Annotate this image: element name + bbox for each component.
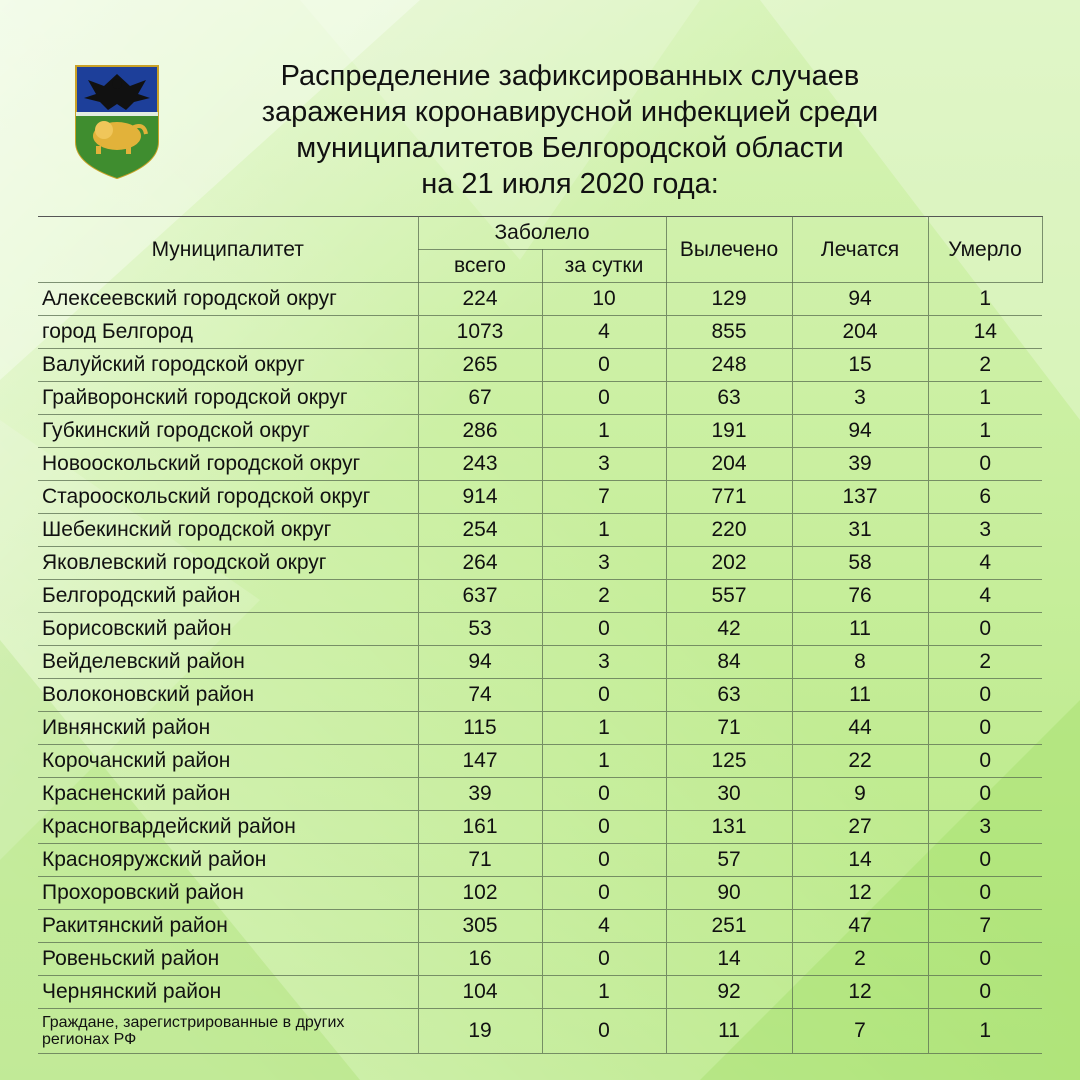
cell-recovered: 30 [666,778,792,811]
cell-died: 6 [928,481,1042,514]
cell-per-day: 0 [542,1009,666,1054]
cell-treated: 8 [792,646,928,679]
cell-recovered: 204 [666,448,792,481]
cell-total: 243 [418,448,542,481]
cell-treated: 14 [792,844,928,877]
cell-treated: 47 [792,910,928,943]
cell-per-day: 4 [542,910,666,943]
cell-treated: 7 [792,1009,928,1054]
cell-treated: 58 [792,547,928,580]
statistics-table [38,216,1042,1054]
municipality-name: Алексеевский городской округ [38,283,418,316]
cell-treated: 2 [792,943,928,976]
table-row [38,712,1042,745]
cell-total: 67 [418,382,542,415]
table-row [38,382,1042,415]
cell-per-day: 3 [542,646,666,679]
cell-treated: 204 [792,316,928,349]
cell-died: 0 [928,943,1042,976]
cell-treated: 137 [792,481,928,514]
cell-treated: 27 [792,811,928,844]
municipality-name: Валуйский городской округ [38,349,418,382]
cell-recovered: 131 [666,811,792,844]
cell-total: 224 [418,283,542,316]
cell-per-day: 1 [542,415,666,448]
municipality-name: Краснояружский район [38,844,418,877]
cell-died: 3 [928,514,1042,547]
cell-treated: 15 [792,349,928,382]
cell-died: 0 [928,778,1042,811]
cell-per-day: 0 [542,382,666,415]
table-row [38,877,1042,910]
coat-of-arms-icon [74,64,160,180]
table-row [38,844,1042,877]
municipality-name: город Белгород [38,316,418,349]
cell-recovered: 248 [666,349,792,382]
table-row [38,943,1042,976]
municipality-name: Ракитянский район [38,910,418,943]
cell-total: 53 [418,613,542,646]
municipality-name: Корочанский район [38,745,418,778]
municipality-name: Красногвардейский район [38,811,418,844]
table-row [38,976,1042,1009]
cell-recovered: 251 [666,910,792,943]
cell-recovered: 125 [666,745,792,778]
cell-recovered: 84 [666,646,792,679]
cell-died: 2 [928,349,1042,382]
municipality-name: Борисовский район [38,613,418,646]
cell-recovered: 129 [666,283,792,316]
cell-recovered: 11 [666,1009,792,1054]
header-infected: Заболело [418,217,666,250]
header-municipality: Муниципалитет [38,217,418,283]
page-title [220,58,920,202]
cell-per-day: 0 [542,943,666,976]
cell-total: 254 [418,514,542,547]
title-line-1: Распределение зафиксированных случаев [280,60,860,92]
cell-treated: 94 [792,283,928,316]
cell-died: 4 [928,580,1042,613]
cell-died: 0 [928,877,1042,910]
cell-treated: 22 [792,745,928,778]
cell-total: 102 [418,877,542,910]
cell-per-day: 0 [542,844,666,877]
cell-died: 1 [928,283,1042,316]
municipality-name: Шебекинский городской округ [38,514,418,547]
cell-total: 264 [418,547,542,580]
cell-died: 7 [928,910,1042,943]
title-line-3: муниципалитетов Белгородской области [296,132,844,164]
cell-treated: 12 [792,976,928,1009]
cell-treated: 39 [792,448,928,481]
municipality-name: Белгородский район [38,580,418,613]
cell-treated: 9 [792,778,928,811]
cell-died: 0 [928,679,1042,712]
cell-total: 147 [418,745,542,778]
cell-recovered: 14 [666,943,792,976]
cell-recovered: 202 [666,547,792,580]
table-row [38,283,1042,316]
cell-per-day: 1 [542,712,666,745]
cell-per-day: 0 [542,613,666,646]
cell-per-day: 10 [542,283,666,316]
cell-recovered: 63 [666,679,792,712]
table-row [38,1009,1042,1054]
header-per-day: за сутки [542,250,666,283]
title-line-2: заражения коронавирусной инфекцией среди [261,96,879,128]
municipality-name: Ивнянский район [38,712,418,745]
table-row [38,910,1042,943]
cell-per-day: 1 [542,514,666,547]
table-row [38,745,1042,778]
cell-per-day: 3 [542,547,666,580]
cell-recovered: 191 [666,415,792,448]
table-row [38,316,1042,349]
cell-per-day: 0 [542,877,666,910]
cell-treated: 76 [792,580,928,613]
cell-per-day: 7 [542,481,666,514]
table-row [38,778,1042,811]
cell-treated: 3 [792,382,928,415]
municipality-name: Губкинский городской округ [38,415,418,448]
table-row [38,349,1042,382]
cell-per-day: 0 [542,679,666,712]
table-row [38,514,1042,547]
cell-died: 0 [928,448,1042,481]
cell-recovered: 220 [666,514,792,547]
cell-total: 19 [418,1009,542,1054]
municipality-name: Ровеньский район [38,943,418,976]
cell-recovered: 855 [666,316,792,349]
cell-per-day: 3 [542,448,666,481]
table-body [38,283,1042,1054]
cell-died: 1 [928,415,1042,448]
cell-recovered: 71 [666,712,792,745]
cell-per-day: 0 [542,778,666,811]
cell-total: 1073 [418,316,542,349]
cell-per-day: 1 [542,745,666,778]
cell-recovered: 92 [666,976,792,1009]
cell-died: 14 [928,316,1042,349]
cell-total: 637 [418,580,542,613]
cell-treated: 12 [792,877,928,910]
cell-total: 115 [418,712,542,745]
municipality-name: Старооскольский городской округ [38,481,418,514]
table-row [38,811,1042,844]
table-row [38,580,1042,613]
cell-total: 286 [418,415,542,448]
cell-died: 2 [928,646,1042,679]
cell-treated: 44 [792,712,928,745]
cell-died: 4 [928,547,1042,580]
cell-died: 0 [928,745,1042,778]
cell-died: 1 [928,1009,1042,1054]
cell-per-day: 1 [542,976,666,1009]
cell-total: 71 [418,844,542,877]
cell-total: 914 [418,481,542,514]
header-recovered: Вылечено [666,217,792,283]
cell-recovered: 63 [666,382,792,415]
cell-total: 74 [418,679,542,712]
municipality-name: Новооскольский городской округ [38,448,418,481]
cell-treated: 11 [792,613,928,646]
cell-died: 0 [928,844,1042,877]
municipality-name: Грайворонский городской округ [38,382,418,415]
cell-total: 305 [418,910,542,943]
cell-died: 3 [928,811,1042,844]
cell-total: 39 [418,778,542,811]
table-row [38,415,1042,448]
table-row [38,613,1042,646]
municipality-name: Вейделевский район [38,646,418,679]
municipality-name: Чернянский район [38,976,418,1009]
cell-total: 94 [418,646,542,679]
cell-per-day: 0 [542,349,666,382]
cell-recovered: 771 [666,481,792,514]
cell-total: 104 [418,976,542,1009]
cell-died: 0 [928,976,1042,1009]
cell-recovered: 57 [666,844,792,877]
cell-died: 1 [928,382,1042,415]
municipality-name: Граждане, зарегистрированные в других регионах РФ [38,1009,418,1054]
municipality-name: Прохоровский район [38,877,418,910]
cell-recovered: 90 [666,877,792,910]
cell-recovered: 557 [666,580,792,613]
cell-total: 161 [418,811,542,844]
table-row [38,448,1042,481]
cell-per-day: 0 [542,811,666,844]
municipality-name: Яковлевский городской округ [38,547,418,580]
table-row [38,646,1042,679]
table-row [38,547,1042,580]
table-row [38,679,1042,712]
municipality-name: Красненский район [38,778,418,811]
cell-total: 16 [418,943,542,976]
municipality-name: Волоконовский район [38,679,418,712]
cell-died: 0 [928,613,1042,646]
cell-treated: 31 [792,514,928,547]
cell-treated: 11 [792,679,928,712]
cell-treated: 94 [792,415,928,448]
header-total: всего [418,250,542,283]
cell-per-day: 2 [542,580,666,613]
header-treated: Лечатся [792,217,928,283]
cell-recovered: 42 [666,613,792,646]
cell-total: 265 [418,349,542,382]
cell-per-day: 4 [542,316,666,349]
title-line-4: на 21 июля 2020 года: [421,168,719,200]
table-row [38,481,1042,514]
header-died: Умерло [928,217,1042,283]
cell-died: 0 [928,712,1042,745]
